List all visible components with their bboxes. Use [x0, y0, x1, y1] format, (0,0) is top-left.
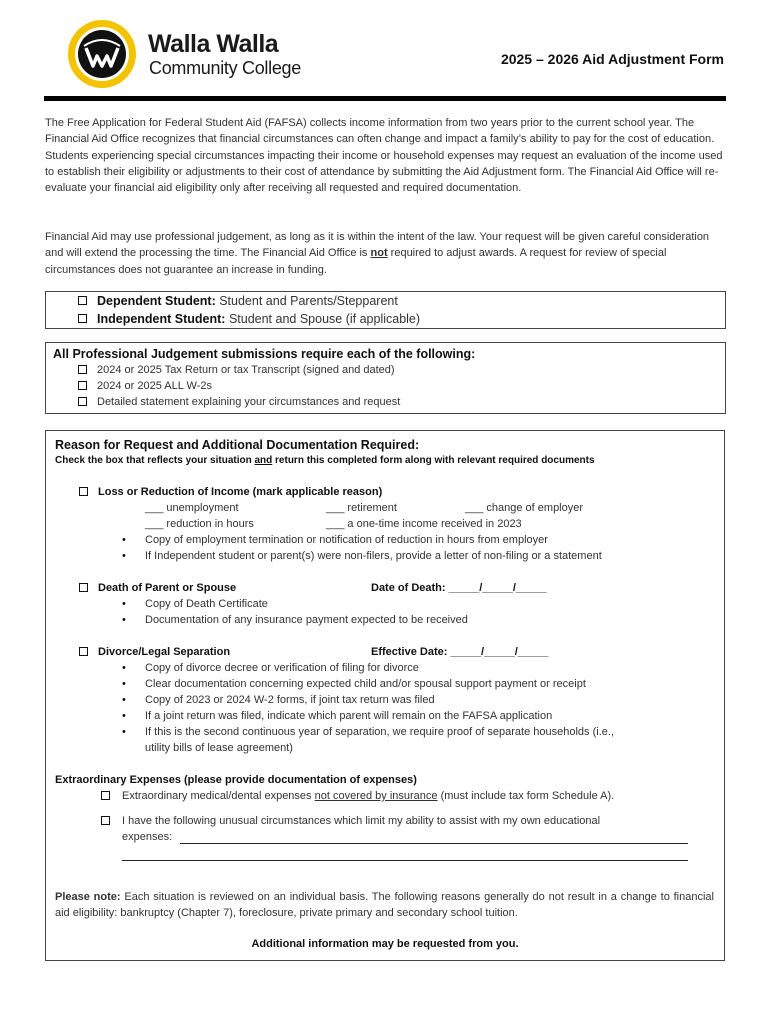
death-checkbox[interactable] [79, 583, 88, 592]
medical-checkbox[interactable] [101, 791, 110, 800]
divorce-doc-item: • Clear documentation concerning expected child and/or spousal support payment or receipt [145, 678, 586, 690]
loss-retirement[interactable]: ___ retirement [326, 502, 397, 514]
requirement-item[interactable]: 2024 or 2025 Tax Return or tax Transcript (signed and dated) [78, 364, 395, 376]
expenses-input-line-2[interactable] [122, 860, 688, 861]
loss-checkbox[interactable] [79, 487, 88, 496]
requirement-checkbox[interactable] [78, 397, 87, 406]
reason-heading: Reason for Request and Additional Documentation Required: [55, 438, 420, 452]
divorce-doc-item: • Copy of divorce decree or verification of filing for divorce [145, 662, 419, 674]
intro-paragraph-1: The Free Application for Federal Student Aid (FAFSA) collects income information from two years prior to the current school year. The Financial Aid Office recognizes that financial circumstances can often change and impact a family’s ability to pay for the cost of education. Students experiencing special circumstances impacting their income or household expenses may request an evaluation of the income used to establish their eligibility or adjustments to their cost of attendance by submitting the Aid Adjustment form. The Financial Aid Office will re-evaluate your financial aid eligibility only after receiving all requested and required documentation. [45, 117, 723, 195]
unusual-circumstances-option[interactable]: I have the following unusual circumstances which limit my ability to assist with my own educational [101, 815, 600, 827]
header-divider [44, 96, 726, 101]
death-doc-item: • Documentation of any insurance payment expected to be received [145, 614, 468, 626]
loss-doc-item: • Copy of employment termination or notification of reduction in hours from employer [145, 534, 548, 546]
requirement-item[interactable]: Detailed statement explaining your circumstances and request [78, 396, 400, 408]
dependent-checkbox[interactable] [78, 296, 87, 305]
form-title: 2025 – 2026 Aid Adjustment Form [500, 51, 724, 67]
logo-subtitle: Community College [149, 58, 301, 78]
independent-student-option[interactable]: Independent Student: Student and Spouse (if applicable) [78, 312, 420, 326]
expenses-input-line-1[interactable] [180, 843, 688, 844]
dependent-student-option[interactable]: Dependent Student: Student and Parents/Stepparent [78, 294, 398, 308]
extraordinary-heading: Extraordinary Expenses (please provide documentation of expenses) [55, 774, 417, 786]
loss-one-time-income[interactable]: ___ a one-time income received in 2023 [326, 518, 522, 530]
expenses-label: expenses: [122, 831, 173, 843]
logo-name: Walla Walla [148, 30, 279, 58]
loss-of-income-option[interactable]: Loss or Reduction of Income (mark applicable reason) [79, 486, 382, 498]
requirement-checkbox[interactable] [78, 365, 87, 374]
loss-reduction-hours[interactable]: ___ reduction in hours [145, 518, 254, 530]
divorce-doc-item: • If a joint return was filed, indicate which parent will remain on the FAFSA application [145, 710, 552, 722]
death-doc-item: • Copy of Death Certificate [145, 598, 268, 610]
divorce-option[interactable]: Divorce/Legal Separation [79, 646, 230, 658]
divorce-checkbox[interactable] [79, 647, 88, 656]
death-option[interactable]: Death of Parent or Spouse [79, 582, 236, 594]
requirement-checkbox[interactable] [78, 381, 87, 390]
please-note: Please note: Each situation is reviewed on an individual basis. The following reasons generally do not result in a change to financial aid eligibility: bankruptcy (Chapter 7), foreclosure, private primary and secondary school tuition. [55, 891, 714, 920]
effective-date-field[interactable]: Effective Date: _____/_____/_____ [371, 646, 549, 658]
requirements-heading: All Professional Judgement submissions require each of the following: [53, 347, 476, 361]
loss-change-employer[interactable]: ___ change of employer [465, 502, 584, 514]
reason-subheading: Check the box that reflects your situation and return this completed form along with relevant required documents [55, 455, 595, 466]
additional-info-notice: Additional information may be requested from you. [251, 938, 519, 950]
loss-doc-item: • If Independent student or parent(s) were non-filers, provide a letter of non-filing or a statement [145, 550, 602, 562]
divorce-doc-item-continued: utility bills of lease agreement) [145, 742, 293, 754]
intro-paragraph-2: Financial Aid may use professional judgement, as long as it is within the intent of the law. Your request will be given careful consideration and will extend the processing the time. The Financial Aid Office is not required to adjust awards. A request for review of special circumstances does not guarantee an increase in funding. [45, 231, 710, 276]
divorce-doc-item: • If this is the second continuous year of separation, we require proof of separate households (i.e., [145, 726, 614, 738]
loss-unemployment[interactable]: ___ unemployment [145, 502, 239, 514]
college-seal [66, 18, 138, 90]
unusual-checkbox[interactable] [101, 816, 110, 825]
divorce-doc-item: • Copy of 2023 or 2024 W-2 forms, if joint tax return was filed [145, 694, 435, 706]
date-of-death-field[interactable]: Date of Death: _____/_____/_____ [371, 582, 547, 594]
medical-expenses-option[interactable]: Extraordinary medical/dental expenses not covered by insurance (must include tax form Schedule A). [101, 790, 614, 802]
independent-checkbox[interactable] [78, 314, 87, 323]
requirement-item[interactable]: 2024 or 2025 ALL W-2s [78, 380, 212, 392]
